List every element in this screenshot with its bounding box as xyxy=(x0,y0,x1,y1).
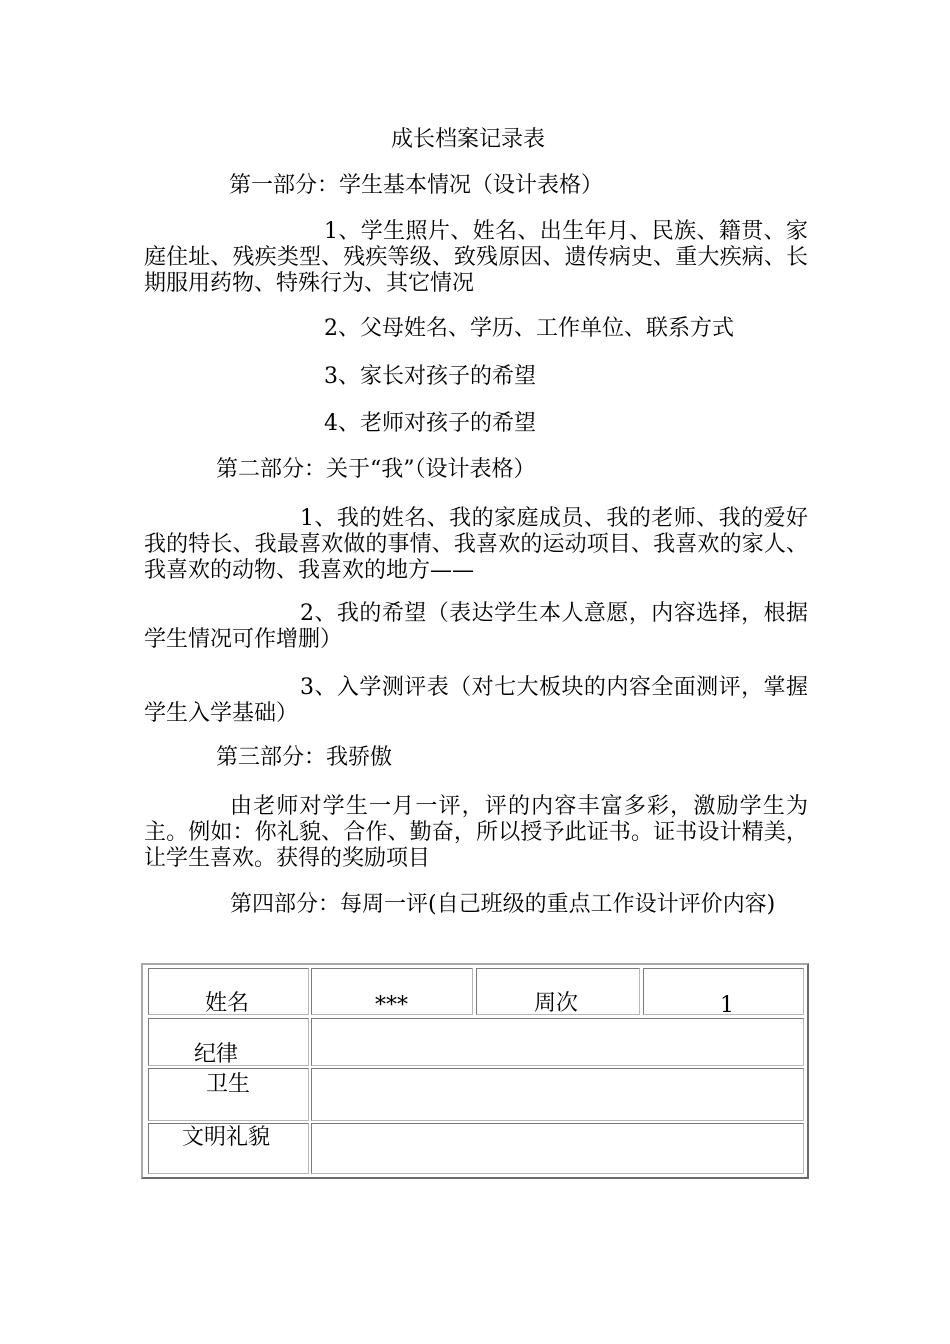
part2-item1: 1、我的姓名、我的家庭成员、我的老师、我的爱好我的特长、我最喜欢做的事情、我喜欢的运动项目、我喜欢的家人、我喜欢的动物、我喜欢的地方—— xyxy=(144,506,808,583)
table-row-label-cell xyxy=(148,1018,309,1066)
table-name-label: 姓名 xyxy=(205,991,250,1016)
table-cell-name-value xyxy=(311,968,473,1018)
table-row-content-cell xyxy=(311,1018,804,1066)
part1-item3: 3、家长对孩子的希望 xyxy=(324,364,536,389)
table-row-content-cell xyxy=(311,1123,804,1174)
part1-heading: 第一部分：学生基本情况（设计表格） xyxy=(229,173,604,198)
document-title: 成长档案记录表 xyxy=(391,127,546,152)
table-row-label-cell xyxy=(148,1123,309,1174)
table-row-label-cell xyxy=(148,1068,309,1121)
part1-item4: 4、老师对孩子的希望 xyxy=(324,411,536,436)
table-cell-week-label xyxy=(476,968,640,1015)
part1-item1: 1、学生照片、姓名、出生年月、民族、籍贯、家庭住址、残疾类型、残疾等级、致残原因、遗传病史、重大疾病、长期服用药物、特殊行为、其它情况 xyxy=(144,219,808,296)
part2-heading: 第二部分：关于“我”（设计表格） xyxy=(216,457,536,482)
part1-item2: 2、父母姓名、学历、工作单位、联系方式 xyxy=(324,316,734,341)
part3-heading: 第三部分：我骄傲 xyxy=(216,745,393,770)
table-row-label: 卫生 xyxy=(206,1072,251,1097)
weekly-evaluation-table xyxy=(141,963,809,1179)
table-row-label: 纪律 xyxy=(194,1042,239,1067)
table-week-value: 1 xyxy=(720,993,734,1018)
table-name-value: *** xyxy=(375,993,408,1018)
part2-item2: 2、我的希望（表达学生本人意愿，内容选择，根据学生情况可作增删） xyxy=(144,601,808,652)
part3-body: 由老师对学生一月一评，评的内容丰富多彩，激励学生为主。例如：你礼貌、合作、勤奋，所以授予此证书。证书设计精美，让学生喜欢。获得的奖励项目 xyxy=(144,794,808,871)
table-cell-name-label xyxy=(148,968,309,1015)
table-week-label: 周次 xyxy=(534,991,579,1016)
table-row-content-cell xyxy=(311,1068,804,1121)
table-cell-week-value xyxy=(643,968,804,1018)
table-row-label: 文明礼貌 xyxy=(182,1125,271,1150)
part4-heading: 第四部分：每周一评(自己班级的重点工作设计评价内容) xyxy=(230,892,776,917)
part2-item3: 3、入学测评表（对七大板块的内容全面测评，掌握学生入学基础） xyxy=(144,675,808,726)
